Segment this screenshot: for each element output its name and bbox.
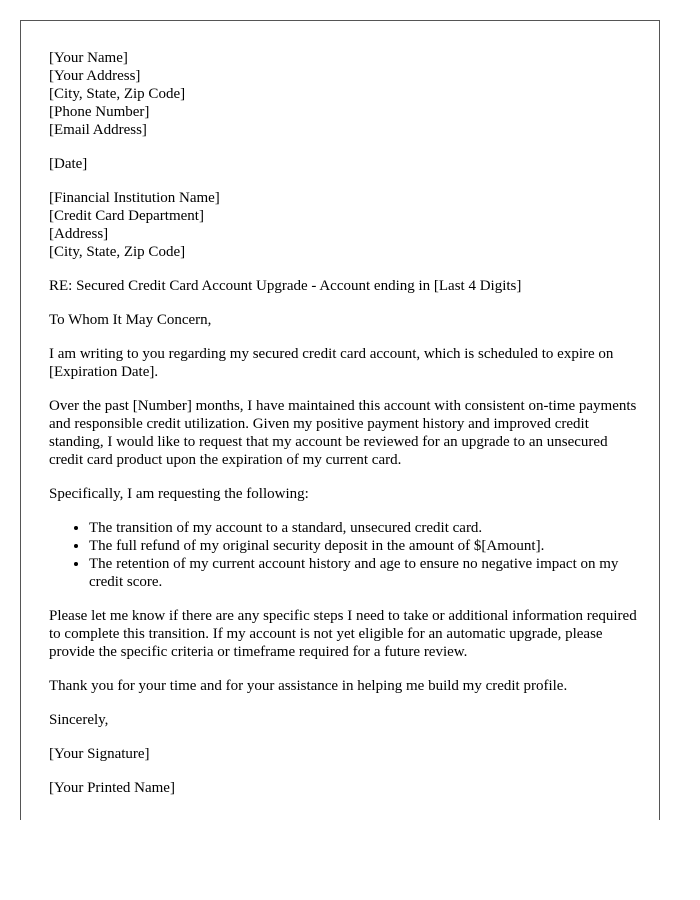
subject-line: RE: Secured Credit Card Account Upgrade - Account ending in [Last 4 Digits] bbox=[49, 278, 522, 294]
sender-city-state-zip: [City, State, Zip Code] bbox=[49, 86, 186, 102]
letter-content bbox=[49, 49, 639, 813]
list-item: • The full refund of my original security deposit in the amount of $[Amount]. bbox=[89, 537, 639, 555]
recipient-institution: [Financial Institution Name] bbox=[49, 190, 220, 206]
salutation: To Whom It May Concern, bbox=[49, 312, 212, 328]
sender-email: [Email Address] bbox=[49, 122, 147, 138]
body-paragraph-intro: I am writing to you regarding my secured credit card account, which is scheduled to expire on [Expiration Date]. bbox=[49, 346, 614, 380]
printed-name: [Your Printed Name] bbox=[49, 780, 175, 796]
letter-date: [Date] bbox=[49, 156, 88, 172]
sender-phone: [Phone Number] bbox=[49, 104, 150, 120]
date-block bbox=[49, 155, 639, 173]
body-paragraph-next-steps: Please let me know if there are any specific steps I need to take or additional information required to complete this transition. If my account is not yet eligible for an automatic upgrade, please provide the specific criteria or timeframe required for a future review. bbox=[49, 608, 637, 660]
recipient-city-state-zip: [City, State, Zip Code] bbox=[49, 244, 186, 260]
signoff: Sincerely, bbox=[49, 712, 109, 728]
recipient-address: [Address] bbox=[49, 226, 109, 242]
recipient-block bbox=[49, 189, 639, 261]
list-item: • The retention of my current account history and age to ensure no negative impact on my credit score. bbox=[89, 555, 639, 591]
signature: [Your Signature] bbox=[49, 746, 150, 762]
letter-page bbox=[20, 20, 660, 820]
requests-list bbox=[49, 519, 639, 591]
body-paragraph-thanks: Thank you for your time and for your assistance in helping me build my credit profile. bbox=[49, 678, 568, 694]
body-paragraph-history: Over the past [Number] months, I have maintained this account with consistent on-time payments and responsible credit utilization. Given my positive payment history and improved credit standing, I would like to request that my account be reviewed for an upgrade to an unsecured credit card product upon the expiration of my current card. bbox=[49, 398, 637, 468]
recipient-department: [Credit Card Department] bbox=[49, 208, 204, 224]
sender-name: [Your Name] bbox=[49, 50, 128, 66]
list-item: • The transition of my account to a standard, unsecured credit card. bbox=[89, 519, 639, 537]
sender-block bbox=[49, 49, 639, 139]
sender-address: [Your Address] bbox=[49, 68, 141, 84]
body-paragraph-requests-lead: Specifically, I am requesting the following: bbox=[49, 486, 309, 502]
